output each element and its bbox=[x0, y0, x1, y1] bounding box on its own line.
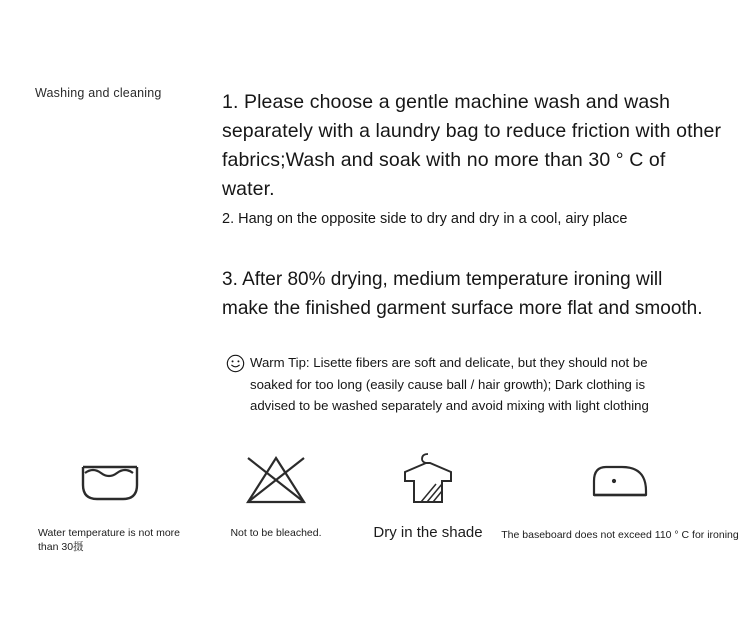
instruction-step-2: 2. Hang on the opposite side to dry and dry in a cool, airy place bbox=[222, 211, 628, 227]
instruction-step-3: 3. After 80% drying, medium temperature ironing will make the finished garment surface more flat and smooth. bbox=[222, 269, 703, 319]
instruction-step-1: 1. Please choose a gentle machine wash and wash separately with a laundry bag to reduce friction with other fabrics;Wash and soak with no more than 30 ° C of water. bbox=[222, 91, 722, 200]
care-symbol-iron-label: The baseboard does not exceed 110 ° C for ironing bbox=[501, 529, 739, 541]
care-symbol-wash-label: Water temperature is not more than 30摄 bbox=[38, 527, 180, 553]
section-heading: Washing and cleaning bbox=[35, 86, 162, 100]
care-symbols-row bbox=[0, 448, 750, 578]
warm-tip bbox=[226, 352, 686, 417]
smiley-face-icon bbox=[226, 354, 245, 373]
care-symbol-bleach bbox=[196, 448, 356, 540]
care-symbol-dry bbox=[348, 448, 508, 542]
iron-icon bbox=[500, 448, 740, 514]
warm-tip-text: Warm Tip: Lisette fibers are soft and delicate, but they should not be soaked for too long (easily cause ball / hair growth); Dark clothing is advised to be washed separately and avoid mixing with light clothing bbox=[250, 355, 649, 413]
wash-tub-icon bbox=[20, 448, 200, 514]
no-bleach-triangle-icon bbox=[196, 448, 356, 514]
care-symbol-dry-label: Dry in the shade bbox=[373, 524, 483, 541]
dry-in-shade-shirt-icon bbox=[348, 448, 508, 514]
care-symbol-wash bbox=[20, 448, 200, 554]
care-symbol-bleach-label: Not to be bleached. bbox=[230, 527, 322, 539]
care-symbol-iron bbox=[500, 448, 740, 542]
